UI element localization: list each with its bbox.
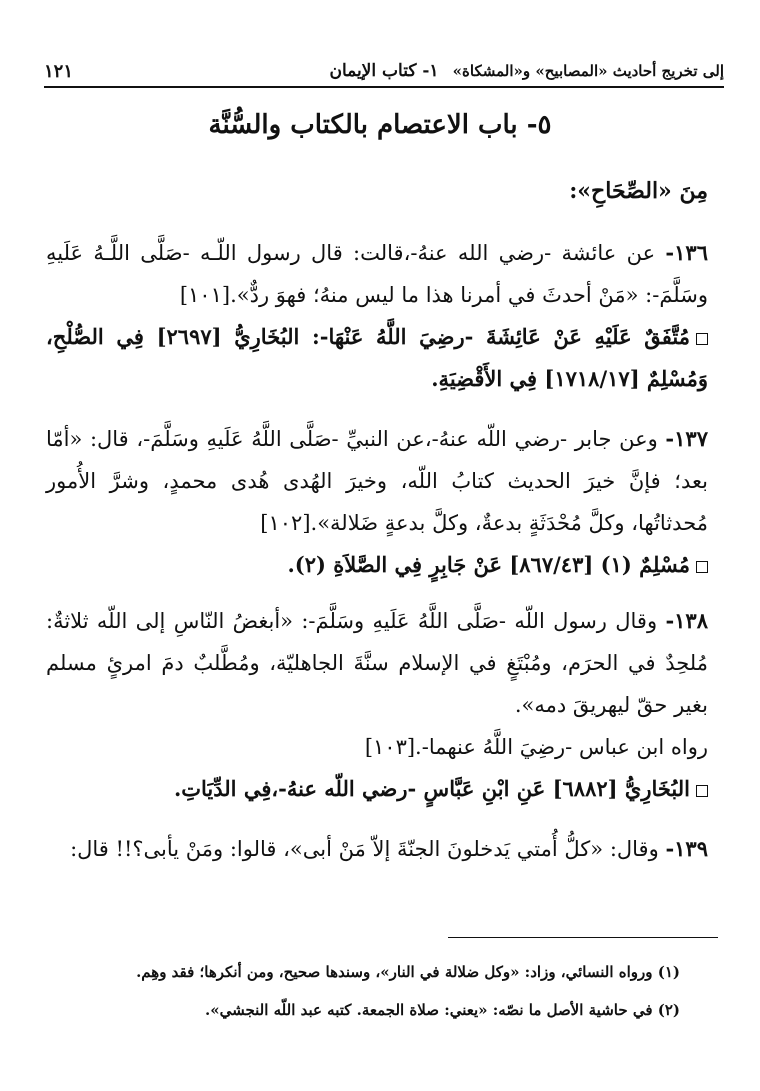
takhrij-text: مُتَّفَقٌ عَلَيْهِ عَنْ عَائِشَةَ -رضِيَ اللَّهُ عَنْهَا-: البُخَارِيُّ [٢٦٩٧] فِي الصُّلْحِ، وَمُسْلِمٌ [١٧١٨/١٧] فِي الأَقْضِيَةِ. <box>46 324 708 391</box>
footnote-divider <box>448 937 718 938</box>
hadith-139 <box>46 828 708 870</box>
chapter-title: ٥- باب الاعتصام بالكتاب والسُّنَّة <box>208 110 552 140</box>
book-title-header: إلى تخريج أحاديث «المصابيح» و«المشكاة» <box>452 62 724 80</box>
hadith-136 <box>46 232 708 400</box>
square-bullet-icon <box>696 333 708 345</box>
hadith-text <box>46 418 708 544</box>
footnotes <box>46 960 680 1036</box>
hadith-number: ١٣٨- <box>665 608 708 633</box>
hadith-number: ١٣٧- <box>665 426 708 451</box>
section-label: مِنَ «الصِّحَاحِ»: <box>569 178 708 204</box>
chapter-header: ١- كتاب الإيمان <box>329 61 439 81</box>
hadith-number: ١٣٩- <box>665 836 708 861</box>
hadith-number: ١٣٦- <box>665 240 708 265</box>
takhrij-text: البُخَارِيُّ [٦٨٨٢] عَنِ ابْنِ عَبَّاسٍ -رضي اللّه عنهُ-،فِي الدِّيَاتِ. <box>173 776 690 801</box>
hadith-137 <box>46 418 708 586</box>
hadith-body: وقال رسول اللّه -صَلَّى اللَّهُ عَلَيهِ وسَلَّمَ-: «أبغضُ النّاسِ إلى اللّه ثلاثةٌ: مُلحِدٌ في الحرَم، ومُبْتَغٍ في الإسلام سنَّةَ الجاهليّة، ومُطَّلبٌ دمَ امرئٍ مسلم بغير حقّ ليهريقَ دمه». <box>46 609 708 717</box>
hadith-body: وعن جابر -رضي اللّه عنهُ-،عن النبيِّ -صَلَّى اللَّهُ عَلَيهِ وسَلَّمَ-، قال: «أمّا بعد؛ فإنَّ خيرَ الحديث كتابُ اللّه، وخيرَ الهُدى هُدى محمدٍ، وشرَّ الأُمور مُحدثاتُها، وكلَّ مُحْدَثَةٍ بدعةٌ، وكلَّ بدعةٍ ضَلالة».[١٠٢] <box>46 427 708 535</box>
page-number: ١٢١ <box>44 60 74 82</box>
takhrij-note <box>46 316 708 400</box>
hadith-body: عن عائشة -رضي الله عنهُ-،قالت: قال رسول اللّـه -صَلَّى اللَّـهُ عَلَيهِ وسَلَّمَ-: «مَنْ أحدثَ في أمرنا هذا ما ليس منهُ؛ فهوَ ردٌّ».[١٠١] <box>46 241 708 307</box>
running-header <box>44 56 724 88</box>
footnote-1: (١) ورواه النسائي، وزاد: «وكل ضلالة في النار»، وسندها صحيح، ومن أنكرها؛ فقد وهِم. <box>136 963 680 981</box>
footnote-2: (٢) في حاشية الأصل ما نصّه: «يعني: صلاة الجمعة. كتبه عبد اللّه النجشي». <box>204 1001 680 1019</box>
takhrij-note <box>46 544 708 586</box>
takhrij-note <box>46 768 708 810</box>
square-bullet-icon <box>696 561 708 573</box>
hadith-text <box>46 232 708 316</box>
square-bullet-icon <box>696 785 708 797</box>
takhrij-text: مُسْلِمٌ (١) [٨٦٧/٤٣] عَنْ جَابِرٍ فِي الصَّلاَةِ (٢). <box>287 552 690 577</box>
hadith-138 <box>46 600 708 810</box>
hadith-text <box>46 600 708 726</box>
narrator-line: رواه ابن عباس -رضِيَ اللَّهُ عنهما-.[١٠٣] <box>364 735 708 759</box>
hadith-body: وقال: «كلُّ أُمتي يَدخلونَ الجنّةَ إلاّ مَنْ أبى»، قالوا: ومَنْ يأبى؟!! قال: <box>70 837 659 861</box>
hadith-text <box>46 828 708 870</box>
